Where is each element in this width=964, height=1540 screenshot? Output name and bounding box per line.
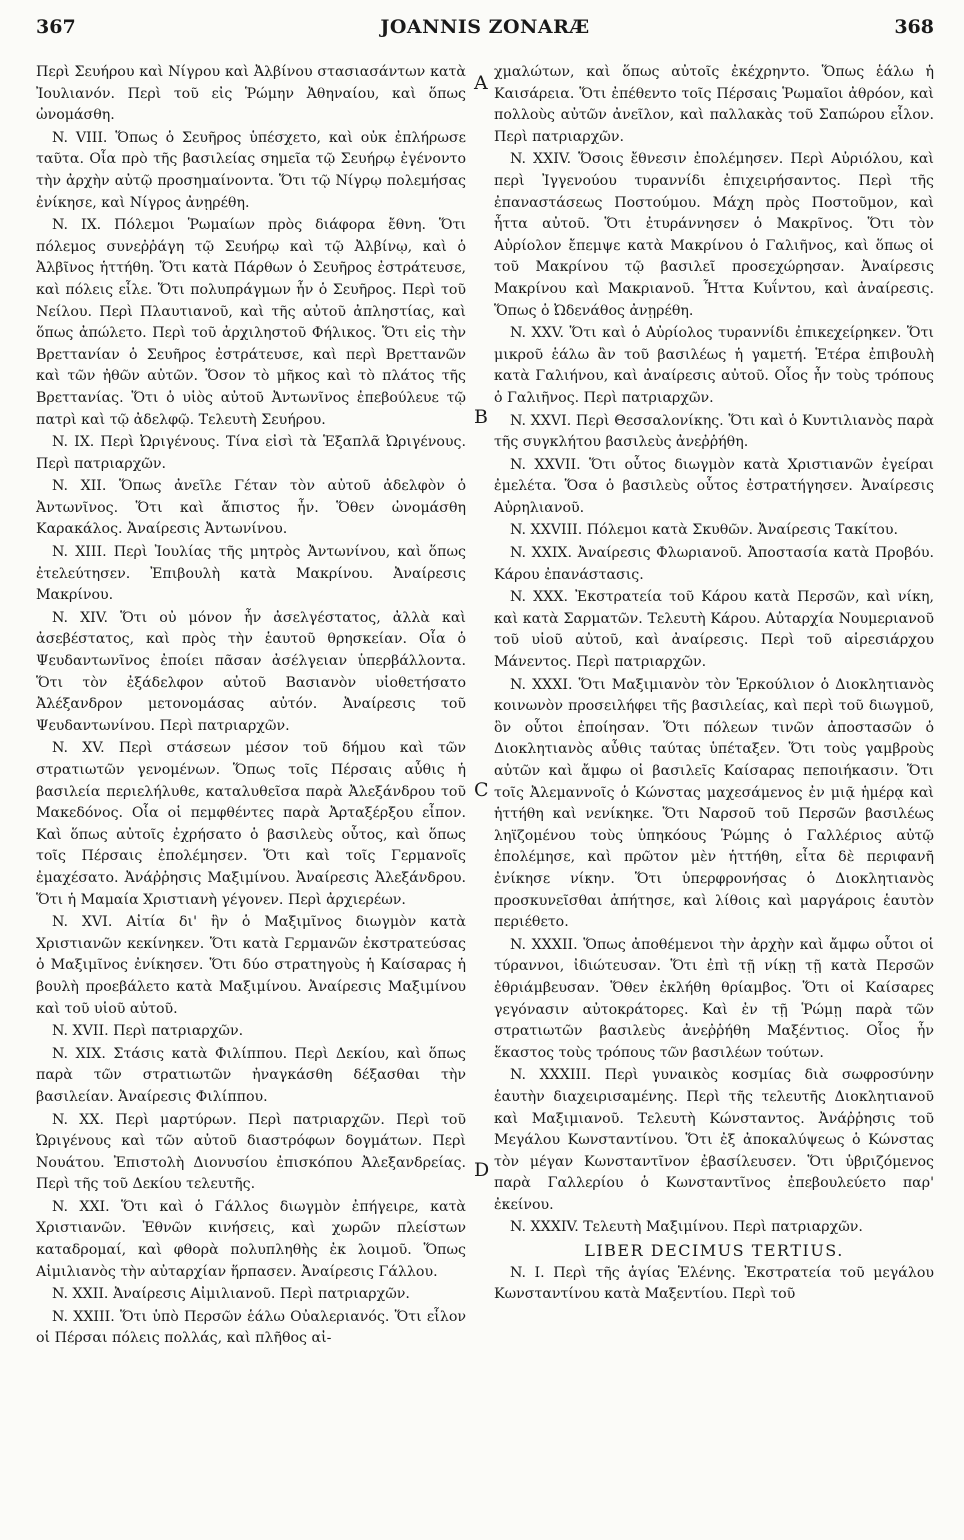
entry-paragraph: N. XXVIII. Πόλεμοι κατὰ Σκυθῶν. Ἀναίρεσις Τακίτου. [510, 522, 898, 539]
entry-paragraph: χμαλώτων, καὶ ὅπως αὐτοῖς ἐκέχρηντο. Ὅπως ἑάλω ἡ Καισάρεια. Ὅτι ἐπέθεντο τοῖς Πέρσαις Ῥωμαῖοι ἀθρόον, καὶ πολλοὺς αὐτῶν ἀνεῖλον, καὶ παλλακὰς τοῦ Σαπώρου εἷλον. Περὶ πατριαρχῶν. [494, 64, 934, 145]
entry-paragraph: N. XVI. Αἰτία δι' ἣν ὁ Μαξιμῖνος διωγμὸν κατὰ Χριστιανῶν κεκίνηκεν. Ὅτι κατὰ Γερμανῶν ἐκστρατεύσας ὁ Μαξιμῖνος ἐνίκησεν. Ὅτι δύο στρατηγοὺς ἡ Καίσαρας ἡ βουλὴ προεβάλετο κατὰ Μαξιμίνου. Ἀναίρεσις Μαξιμίνου καὶ τοῦ υἱοῦ αὐτοῦ. [36, 914, 466, 1017]
entry-paragraph: N. XVII. Περὶ πατριαρχῶν. [52, 1023, 244, 1040]
entry-paragraph: N. VIII. Ὅπως ὁ Σευῆρος ὑπέσχετο, καὶ οὐκ ἐπλήρωσε ταῦτα. Οἷα πρὸ τῆς βασιλείας σημεῖα τῷ Σευήρῳ ἐγένοντο τὴν ἀρχὴν αὐτῷ προσημαίνοντα. Ὅτι τῷ Νίγρῳ πολεμήσας ἐνίκησε, καὶ Νίγρος ἀνῃρέθη. [36, 129, 466, 211]
page-number-left: 367 [36, 16, 76, 38]
entry-paragraph: N. IX. Πόλεμοι Ῥωμαίων πρὸς διάφορα ἔθνη. Ὅτι πόλεμος συνεῤῥάγη τῷ Σευήρῳ καὶ τῷ Ἀλβίνῳ, καὶ ὁ Ἀλβῖνος ἡττήθη. Ὅτι κατὰ Πάρθων ὁ Σευῆρος ἐστράτευσε, καὶ πόλεις εἷλε. Ὅτι πολυπράγμων ἦν ὁ Σευῆρος. Περὶ τοῦ Νείλου. Περὶ Πλαυτιανοῦ, καὶ τῆς αὐτοῦ ἀπληστίας, καὶ ὅπως ἀπώλετο. Περὶ τοῦ ἀρχιληστοῦ Φήλικος. Ὅτι εἰς τὴν Βρεττανίαν ὁ Σευῆρος ἐστράτευσε, καὶ περὶ Βρεττανῶν καὶ τῶν ἠθῶν αὐτῶν. Ὅσον τὸ μῆκος καὶ τὸ πλάτος τῆς Βρεττανίας. Ὅτι ὁ υἱὸς αὐτοῦ Ἀντωνῖνος ἐπεβούλευε τῷ πατρὶ καὶ τῷ ἀδελφῷ. Τελευτὴ Σευήρου. [36, 217, 466, 428]
entry-paragraph: N. XIV. Ὅτι οὐ μόνον ἦν ἀσελγέστατος, ἀλλὰ καὶ ἀσεβέστατος, καὶ πρὸς τὴν ἑαυτοῦ θρησκείαν. Οἷα ὁ Ψευδαντωνῖνος ἐποίει πᾶσαν ἀσέλγειαν ὑπερβάλλοντα. Ὅτι τὸν ἐξάδελφον αὐτοῦ Βασιανὸν υἱοθετήσατο Ἀλέξανδρον μετονομάσας αὐτόν. Ἀναίρεσις τοῦ Ψευδαντωνίνου. Περὶ πατριαρχῶν. [36, 609, 466, 734]
entry-paragraph: N. I. Περὶ τῆς ἁγίας Ἑλένης. Ἐκστρατεία τοῦ μεγάλου Κωνσταντίνου κατὰ Μαξεντίου. Περὶ τοῦ [494, 1264, 934, 1303]
margin-marker-b: B [474, 406, 488, 428]
entry-paragraph: N. XXVI. Περὶ Θεσσαλονίκης. Ὅτι καὶ ὁ Κυντιλιανὸς παρὰ τῆς συγκλήτου βασιλεὺς ἀνεῤῥήθη. [494, 412, 934, 451]
page-number-right: 368 [894, 16, 934, 38]
entry-paragraph: N. XXI. Ὅτι καὶ ὁ Γάλλος διωγμὸν ἐπήγειρε, κατὰ Χριστιανῶν. Ἐθνῶν κινήσεις, καὶ χωρῶν πλείστων καταδρομαί, καὶ φθορὰ πολυπληθὴς ἐκ λοιμοῦ. Ὅπως Αἰμιλιανὸς τὴν αὐταρχίαν ἥρπασεν. Ἀναίρεσις Γάλλου. [36, 1198, 466, 1280]
entry-paragraph: N. XXX. Ἐκστρατεία τοῦ Κάρου κατὰ Περσῶν, καὶ νίκη, καὶ κατὰ Σαρματῶν. Τελευτὴ Κάρου. Αὐταρχία Νουμεριανοῦ τοῦ υἱοῦ αὐτοῦ, καὶ ἀναίρεσις. Περὶ τοῦ αἱρεσιάρχου Μάνεντος. Περὶ πατριαρχῶν. [494, 589, 934, 671]
entry-paragraph: N. XXXIV. Τελευτὴ Μαξιμίνου. Περὶ πατριαρχῶν. [510, 1219, 863, 1236]
entry-paragraph: N. XIII. Περὶ Ἰουλίας τῆς μητρὸς Ἀντωνίνου, καὶ ὅπως ἐτελεύτησεν. Ἐπιβουλὴ κατὰ Μακρίνου. Ἀναίρεσις Μακρίνου. [36, 544, 466, 604]
running-title: JOANNIS ZONARÆ [380, 16, 590, 38]
entry-paragraph: Περὶ Σευήρου καὶ Νίγρου καὶ Ἀλβίνου στασιασάντων κατὰ Ἰουλιανόν. Περὶ τοῦ εἰς Ῥώμην Ἀθηναίου, καὶ ὅπως ὠνομάσθη. [36, 64, 466, 124]
entry-paragraph: N. XXIX. Ἀναίρεσις Φλωριανοῦ. Ἀποστασία κατὰ Προβόυ. Κάρου ἐπανάστασις. [494, 545, 934, 583]
entry-paragraph: N. XIX. Στάσις κατὰ Φιλίππου. Περὶ Δεκίου, καὶ ὅπως παρὰ τῶν στρατιωτῶν ἠναγκάσθη δέξασθαι τὴν βασιλείαν. Ἀναίρεσις Φιλίππου. [36, 1045, 466, 1105]
entry-paragraph: N. XV. Περὶ στάσεων μέσον τοῦ δήμου καὶ τῶν στρατιωτῶν γενομένων. Ὅπως τοῖς Πέρσαις αὖθις ἡ βασιλεία περιελήλυθε, καταλυθεῖσα παρὰ Ἀλεξάνδρου τοῦ Μακεδόνος. Οἷα οἱ πεμφθέντες παρὰ Ἀρταξέρξου εἶπον. Καὶ ὅπως αὐτοῖς ἐχρήσατο ὁ βασιλεὺς οὗτος, καὶ ὅπως τοῖς Πέρσαις ἐπολέμησεν. Ὅτι καὶ τοῖς Γερμανοῖς ἐμαχέσατο. Ἀνάῤῥησις Μαξιμίνου. Ἀναίρεσις Ἀλεξάνδρου. Ὅτι ἡ Μαμαία Χριστιανὴ γέγονεν. Περὶ ἀρχιερέων. [36, 740, 466, 908]
margin-marker-c: C [474, 779, 489, 801]
margin-marker-d: D [474, 1159, 490, 1181]
entry-paragraph: N. XXVII. Ὅτι οὗτος διωγμὸν κατὰ Χριστιανῶν ἐγείραι ἐμελέτα. Ὅσα ὁ βασιλεὺς οὗτος ἐστρατήγησεν. Ἀναίρεσις Αὐρηλιανοῦ. [494, 456, 934, 516]
right-column [494, 62, 934, 1307]
entry-paragraph: N. XII. Ὅπως ἀνεῖλε Γέταν τὸν αὐτοῦ ἀδελφὸν ὁ Ἀντωνῖνος. Ὅτι καὶ ἄπιστος ἦν. Ὅθεν ὠνομάσθη Καρακάλος. Ἀναίρεσις Ἀντωνίνου. [36, 478, 466, 538]
page-header [36, 12, 934, 42]
entry-paragraph: N. XXII. Ἀναίρεσις Αἰμιλιανοῦ. Περὶ πατριαρχῶν. [52, 1286, 410, 1303]
entry-paragraph: N. IX. Περὶ Ὠριγένους. Τίνα εἰσὶ τὰ Ἑξαπλᾶ Ὠριγένους. Περὶ πατριαρχῶν. [36, 434, 466, 472]
entry-paragraph: N. XXXI. Ὅτι Μαξιμιανὸν τὸν Ἑρκούλιον ὁ Διοκλητιανὸς κοινωνὸν προσειλήφει τῆς βασιλείας, καὶ περὶ τοῦ διωγμοῦ, ὃν οὗτοι ἐποίησαν. Ὅτι πόλεων τινῶν ἀποστασῶν ὁ Διοκλητιανὸς αὖθις ταύτας ὑπέταξεν. Ὅτι τοὺς γαμβροὺς αὐτῶν καὶ ἄμφω οἱ βασιλεῖς Καίσαρας πεποιήκασιν. Ὅτι τοῖς Ἀλεμαννοῖς ὁ Κώνστας μαχεσάμενος ἐν μιᾷ ἡμέρᾳ καὶ ἡττήθη καὶ νενίκηκε. Ὅτι Ναρσοῦ τοῦ Περσῶν βασιλέως ληϊζομένου τοὺς ὑπηκόους Ῥώμης ὁ Γαλλέριος αὐτῷ ἐπολέμησε, καὶ πρῶτον μὲν ἡττήθη, εἶτα δὲ περιφανῆ ἐνίκησε νίκην. Ὅτι ὑπερφρονήσας ὁ Διοκλητιανὸς προσκυνεῖσθαι ἀπήτησε, καὶ λίθοις καὶ μαργάροις ἑαυτὸν περιέθετο. [494, 676, 934, 931]
entry-paragraph: N. XX. Περὶ μαρτύρων. Περὶ πατριαρχῶν. Περὶ τοῦ Ὠριγένους καὶ τῶν αὐτοῦ διαστρόφων δογμάτων. Περὶ Νουάτου. Ἐπιστολὴ Διονυσίου ἐπισκόπου Ἀλεξανδρείας. Περὶ τῆς τοῦ Δεκίου τελευτῆς. [36, 1111, 466, 1193]
entry-paragraph: N. XXXIII. Περὶ γυναικὸς κοσμίας διὰ σωφροσύνην ἑαυτὴν διαχειρισαμένης. Περὶ τῆς τελευτῆς Διοκλητιανοῦ καὶ Μαξιμιανοῦ. Τελευτὴ Κώνσταντος. Ἀνάῤῥησις τοῦ Μεγάλου Κωνσταντίνου. Ὅτι ἐξ ἀποκαλύψεως ὁ Κώνστας τὸν μέγαν Κωνσταντῖνον ἐβασίλευσεν. Ὅτι ὑβριζόμενος παρὰ Γαλλερίου ὁ Κωνσταντῖνος ἐπεβουλεύετο παρ' ἐκείνου. [494, 1067, 934, 1213]
entry-paragraph: N. XXV. Ὅτι καὶ ὁ Αὐρίολος τυραννίδι ἐπικεχείρηκεν. Ὅτι μικροῦ ἑάλω ἂν τοῦ βασιλέως ἡ γαμετή. Ἑτέρα ἐπιβουλὴ κατὰ Γαλιήνου, καὶ ἀναίρεσις αὐτοῦ. Οἷος ἦν τοὺς τρόπους ὁ Γαλιῆνος. Περὶ πατριαρχῶν. [494, 325, 934, 406]
margin-marker-a: A [474, 72, 488, 94]
left-column [36, 62, 466, 1351]
entry-paragraph: N. XXIV. Ὅσοις ἔθνεσιν ἐπολέμησεν. Περὶ Αὐριόλου, καὶ περὶ Ἰγγενούου τυραννίδι ἐπιχειρήσαντος. Περὶ τῆς ἐπαναστάσεως Ποστούμου. Μάχη πρὸς Ποστοῦμον, καὶ ἧττα αὐτοῦ. Ὅτι ἐτυράννησεν ὁ Μακρῖνος. Ὅτι τὸν Αὐρίολον ἔπεμψε κατὰ Μακρίνου ὁ Γαλιῆνος, καὶ ὅπως οἱ τοῦ Μακρίνου τῷ βασιλεῖ προσεχώρησαν. Ἀναίρεσις Μακρίνου καὶ Μακριανοῦ. Ἧττα Κυΐντου, καὶ ἀναίρεσις. Ὅπως ὁ Ὠδενάθος ἀνῃρέθη. [494, 151, 934, 319]
book-heading: LIBER DECIMUS TERTIUS. [584, 1241, 844, 1261]
entry-paragraph: N. XXXII. Ὅπως ἀποθέμενοι τὴν ἀρχὴν καὶ ἄμφω οὗτοι οἱ τύραννοι, ἰδιώτευσαν. Ὅτι ἐπὶ τῇ νίκῃ τῇ κατὰ Περσῶν ἐθριάμβευσαν. Ὅθεν ἐκλήθη θρίαμβος. Ὅτι οἱ Καίσαρες γεγόνασιν αὐτοκράτορες. Καὶ ἐν τῇ Ῥώμῃ παρὰ τῶν στρατιωτῶν βασιλεὺς ἀνεῤῥήθη Μαξέντιος. Οἷος ἦν ἕκαστος τοὺς τρόπους τῶν βασιλέων τούτων. [494, 936, 934, 1061]
entry-paragraph: N. XXIII. Ὅτι ὑπὸ Περσῶν ἑάλω Οὐαλεριανός. Ὅτι εἷλον οἱ Πέρσαι πόλεις πολλάς, καὶ πλῆθος αἰ- [36, 1308, 466, 1347]
